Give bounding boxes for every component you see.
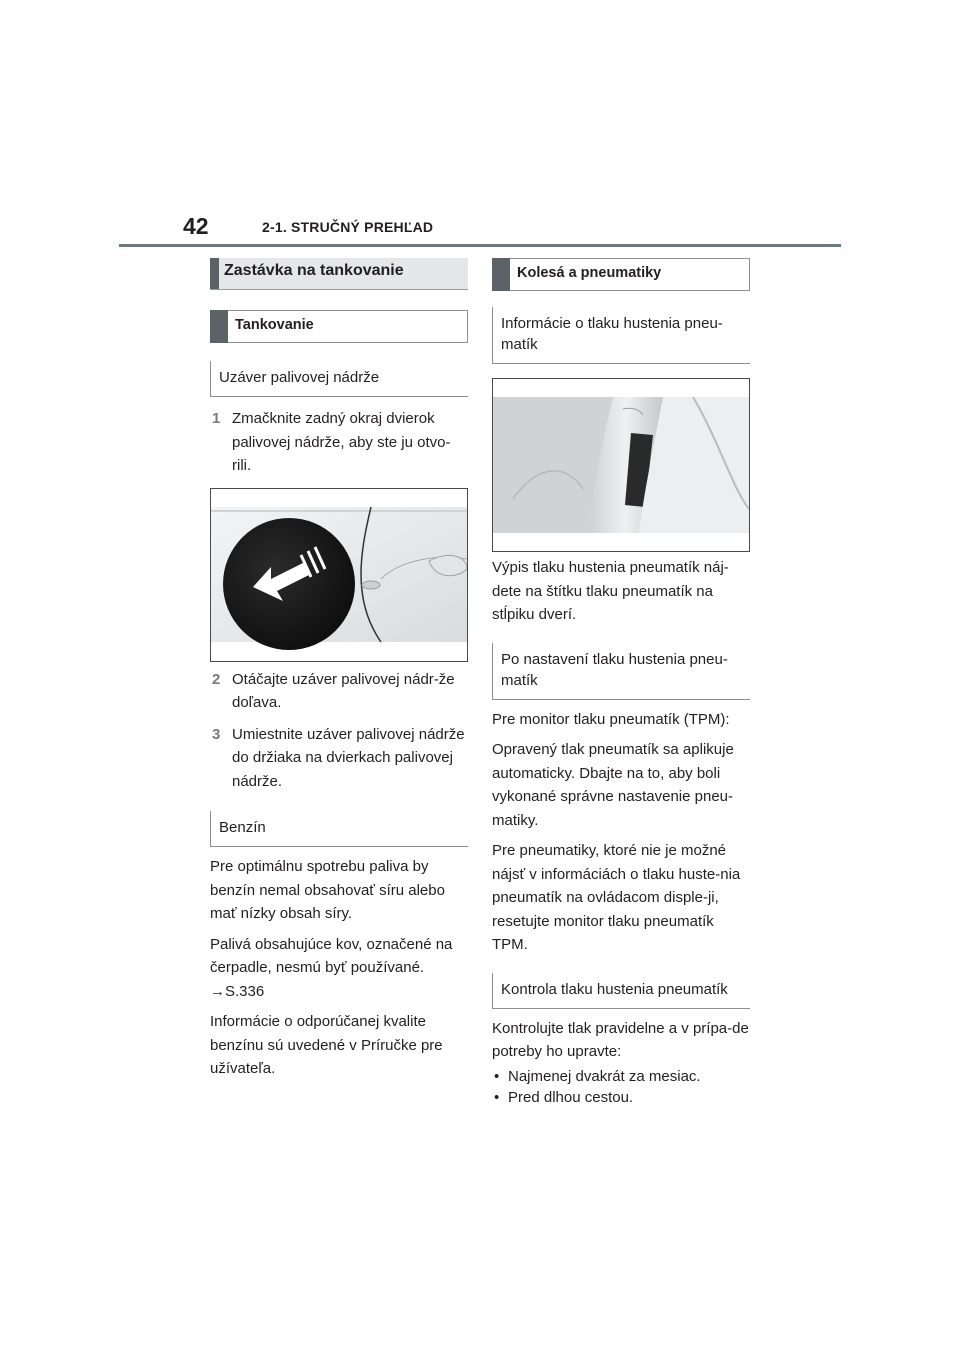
door-pillar-illustration [492, 378, 750, 552]
fuel-door-drawing [211, 489, 467, 661]
topic-heading-tire-info: Informácie o tlaku hustenia pneu-matík [492, 307, 750, 364]
right-column [492, 258, 750, 1109]
step-number: 1 [212, 410, 221, 427]
step-text: Otáčajte uzáver palivovej nádr-že doľava. [232, 670, 455, 711]
paragraph: Kontrolujte tlak pravidelne a v prípa-de potreby ho upravte: [492, 1019, 749, 1060]
topic-heading-after-adjust: Po nastavení tlaku hustenia pneu-matík [492, 643, 750, 700]
step-text: Zmačknite zadný okraj dvierok palivovej nádrže, aby ste ju otvo-rili. [232, 410, 451, 474]
topic-heading-check-pressure: Kontrola tlaku hustenia pneumatík [492, 973, 750, 1009]
section-heading-text: Zastávka na tankovanie [224, 262, 404, 279]
list-item: • Pred dlhou cestou. [492, 1087, 750, 1109]
topic-heading-fuel-cap: Uzáver palivovej nádrže [210, 361, 468, 397]
paragraph: Výpis tlaku hustenia pneumatík náj-dete na štítku tlaku pneumatík na stĺpiku dverí. [492, 559, 729, 623]
section-heading-text: Kolesá a pneumatiky [517, 265, 662, 281]
section-heading-marker [210, 258, 219, 289]
page-number: 42 [183, 213, 209, 239]
step-item [210, 668, 468, 715]
fuel-door-illustration [210, 488, 468, 662]
chapter-title: 2-1. STRUČNÝ PREHĽAD [262, 219, 434, 235]
header-rule [119, 244, 841, 247]
subsection-heading-marker [210, 310, 228, 343]
subsection-heading [210, 310, 468, 343]
page-reference: →S.336 [210, 982, 265, 1000]
step-number: 3 [212, 725, 221, 743]
step-number: 2 [212, 670, 221, 688]
step-item [210, 407, 468, 478]
paragraph: Pre optimálnu spotrebu paliva by benzín nemal obsahovať síru alebo mať nízky obsah síry. [210, 858, 445, 922]
paragraph: Pre pneumatiky, ktoré nie je možné nájsť v informáciách o tlaku huste-nia pneumatík na ovládacom disple-ji, resetujte monitor tlaku pneumatík TPM. [492, 842, 741, 953]
section-heading-marker [492, 258, 510, 291]
door-pillar-drawing [493, 379, 749, 551]
paragraph: Informácie o odporúčanej kvalite benzínu sú uvedené v Príručke pre užívateľa. [210, 1013, 443, 1077]
list-item: • Najmenej dvakrát za mesiac. [492, 1066, 750, 1088]
left-column [210, 258, 468, 1088]
topic-heading-gasoline: Benzín [210, 811, 468, 847]
step-text: Umiestnite uzáver palivovej nádrže do držiaka na dvierkach palivovej nádrže. [232, 725, 465, 790]
paragraph: Pre monitor tlaku pneumatík (TPM): [492, 710, 730, 728]
paragraph: Palivá obsahujúce kov, označené na čerpadle, nesmú byť používané. [210, 935, 453, 976]
subsection-heading-text: Tankovanie [235, 317, 314, 333]
step-item [210, 723, 468, 794]
section-heading [210, 258, 468, 290]
section-heading-wheels [492, 258, 750, 291]
paragraph: Opravený tlak pneumatík sa aplikuje automaticky. Dbajte na to, aby boli vykonané správne nastavenie pneu-matiky. [492, 741, 734, 829]
